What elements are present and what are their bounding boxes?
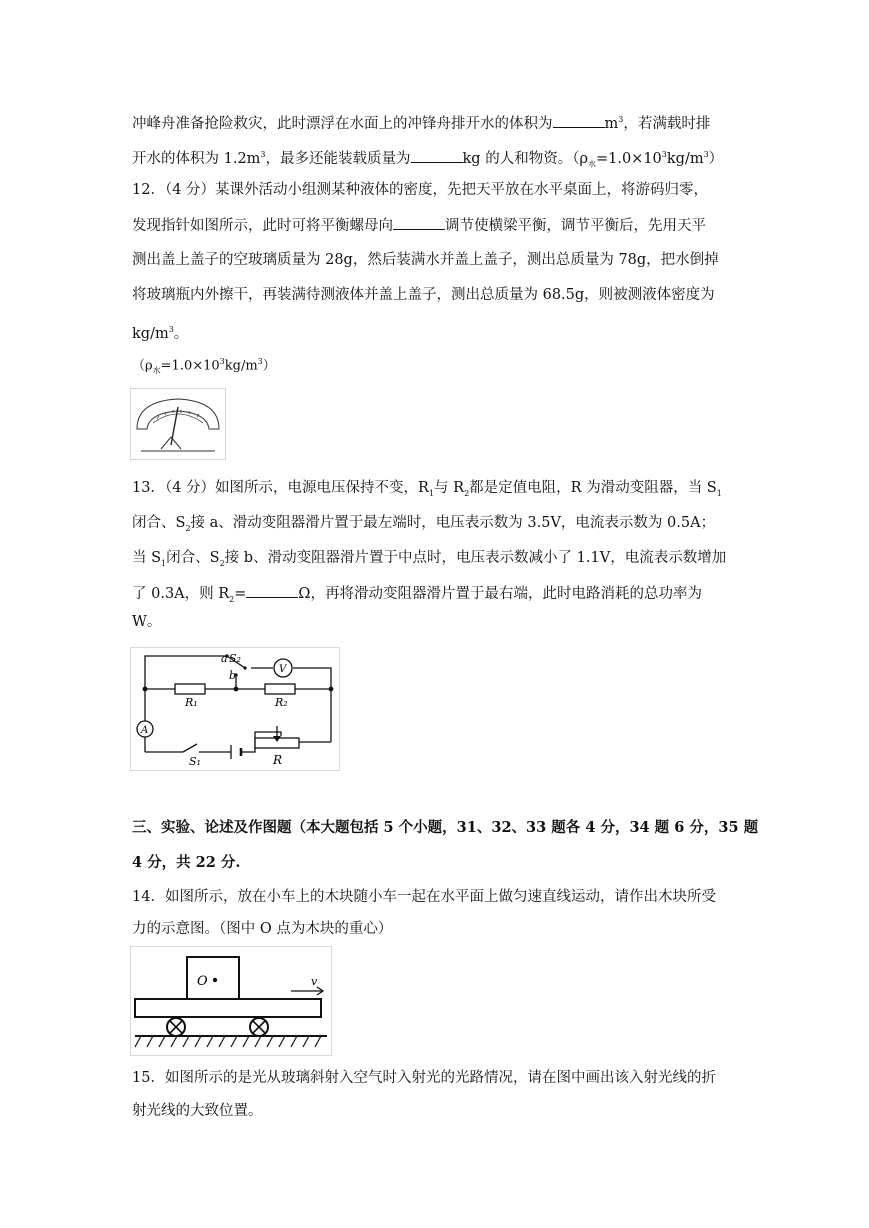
answer-blank-r2[interactable] [246, 583, 298, 598]
resistor-r2 [265, 684, 295, 694]
center-of-gravity-dot [213, 978, 217, 982]
q12-line-1: 12．（4 分）某课外活动小组测某种液体的密度，先把天平放在水平桌面上，将游码归零， [132, 182, 709, 198]
answer-blank-mass[interactable] [411, 148, 463, 163]
svg-text:S₁: S₁ [189, 755, 201, 768]
circuit-diagram-figure [130, 647, 340, 771]
cart-drawing [131, 947, 331, 1055]
svg-text:R₁: R₁ [185, 696, 198, 709]
q12-line-3: 测出盖上盖子的空玻璃质量为 28g，然后装满水并盖上盖子，测出总质量为 78g，把水倒掉 [132, 252, 719, 268]
answer-blank-direction[interactable] [393, 215, 445, 230]
q11-line-1: 冲峰舟准备抢险救灾，此时漂浮在水面上的冲锋舟排开水的体积为 $m^3$，若满载时排 [132, 110, 710, 134]
q12-line-4: 将玻璃瓶内外擦干，再装满待测液体并盖上盖子，测出总质量为 68.5g，则被测液体密度为 [132, 287, 715, 303]
q13-line-5: W。 [132, 614, 162, 630]
wooden-block [187, 957, 239, 999]
q15-line-2: 射光线的大致位置。 [132, 1103, 263, 1119]
cart-body [135, 999, 321, 1017]
svg-text:v: v [311, 975, 318, 988]
svg-text:S₂: S₂ [229, 652, 241, 665]
q12-line-6: $(\rho_水=1.0\times 10^3kg/m^3)$ [132, 357, 276, 375]
svg-text:b: b [229, 669, 237, 682]
answer-blank-volume[interactable] [553, 113, 605, 128]
balance-pointer-figure [130, 388, 226, 460]
svg-text:R: R [273, 753, 283, 767]
q14-line-1: 14．如图所示，放在小车上的木块随小车一起在水平面上做匀速直线运动，请作出木块所受 [132, 889, 716, 905]
q14-line-2: 力的示意图。（图中 O 点为木块的重心） [132, 921, 393, 937]
resistor-r1 [175, 684, 205, 694]
q12-line-2: 发现指针如图所示，此时可将平衡螺母向 调节使横梁平衡，调节平衡后，先用天平 [132, 215, 706, 236]
svg-text:A: A [141, 725, 149, 736]
q13-line-3: 当 $S_1$闭合、$S_2$接 b、滑动变阻器滑片置于中点时，电压表示数减小了 1.1V，电流表示数增加 [132, 550, 727, 568]
svg-text:a: a [221, 652, 228, 665]
svg-text:O: O [197, 974, 208, 989]
section-3-heading-line-1: 三、实验、论述及作图题（本大题包括 5 个小题，31、32、33 题各 4 分，34 题 6 分，35 题 [132, 819, 759, 836]
pointer-needle [171, 407, 178, 445]
q15-line-1: 15．如图所示的是光从玻璃斜射入空气时入射光的光路情况，请在图中画出该入射光线的折 [132, 1070, 716, 1086]
balance-scale-drawing [131, 389, 225, 459]
circuit-drawing [131, 648, 339, 770]
section-3-heading-line-2: 4 分，共 22 分. [132, 854, 241, 871]
cart-block-figure [130, 946, 332, 1056]
q13-line-4: 了 0.3A，则 $R_2= \Omega$，再将滑动变阻器滑片置于最右端，此时电路消耗的总功率为 [132, 583, 702, 610]
svg-text:R₂: R₂ [275, 696, 288, 709]
q13-line-2: 闭合、$S_2$接 a、滑动变阻器滑片置于最左端时，电压表示数为 3.5V，电流表示数为 0.5A； [132, 515, 716, 533]
svg-text:V: V [279, 664, 287, 675]
q13-line-1: 13．（4 分）如图所示，电源电压保持不变，$R_1$与 $R_2$都是定值电阻，R 为滑动变阻器，当 $S_1$ [132, 480, 722, 498]
q12-line-5: $kg/m^3$。 [132, 325, 189, 342]
q11-line-2: 开水的体积为 $1.2m^3$，最多还能装载质量为 kg 的人和物资。$(\rho_水=1.0\times 10^3kg/m^3)$ [132, 145, 723, 175]
